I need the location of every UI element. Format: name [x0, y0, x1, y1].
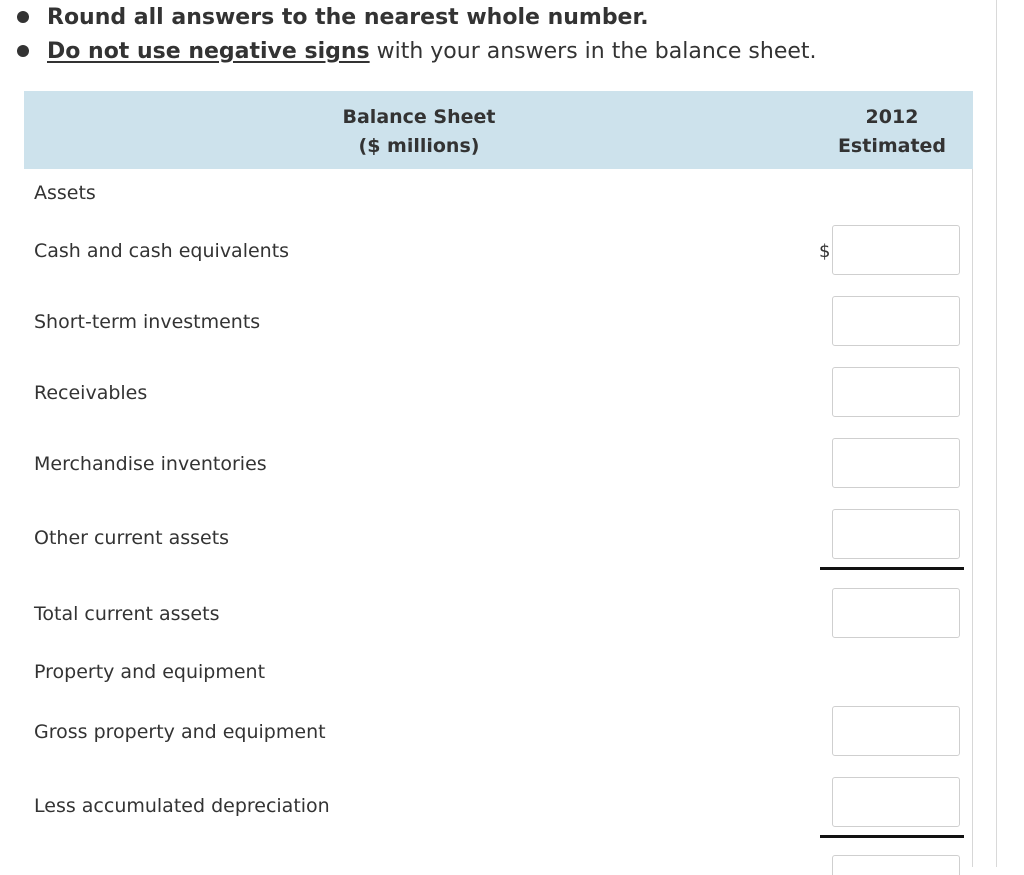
row-label-accum-depr: Less accumulated depreciation [34, 795, 330, 817]
row-label-receivables: Receivables [34, 382, 148, 404]
cash-input[interactable] [832, 225, 960, 275]
next-row-input-partial[interactable] [832, 855, 960, 875]
header-column [828, 103, 956, 161]
instruction-negative-text [47, 39, 817, 64]
header-column-estimated: Estimated [837, 135, 947, 157]
row-label-gross-property: Gross property and equipment [34, 721, 326, 743]
header-column-year: 2012 [865, 106, 919, 128]
other-current-input[interactable] [832, 509, 960, 559]
accum-depr-input[interactable] [832, 777, 960, 827]
balance-sheet [24, 91, 973, 867]
instruction-round-text: Round all answers to the nearest whole number. [47, 5, 649, 30]
bullet-icon [17, 45, 29, 57]
currency-symbol: $ [819, 241, 831, 262]
balance-sheet-header [24, 91, 973, 169]
header-title-line2: ($ millions) [358, 135, 480, 157]
bullet-icon [17, 11, 29, 23]
instruction-negative-emphasis: Do not use negative signs [47, 39, 370, 64]
row-label-cash: Cash and cash equivalents [34, 240, 290, 262]
subtotal-rule [820, 835, 964, 838]
row-label-total-current: Total current assets [34, 603, 220, 625]
row-label-other-current: Other current assets [34, 527, 230, 549]
inventories-input[interactable] [832, 438, 960, 488]
page-right-border [996, 0, 997, 867]
receivables-input[interactable] [832, 367, 960, 417]
row-label-short-term: Short-term investments [34, 311, 261, 333]
header-title [324, 103, 514, 161]
total-current-input[interactable] [832, 588, 960, 638]
row-label-property: Property and equipment [34, 661, 266, 683]
row-label-inventories: Merchandise inventories [34, 453, 267, 475]
short-term-input[interactable] [832, 296, 960, 346]
instruction-negative-rest: with your answers in the balance sheet. [369, 39, 817, 64]
gross-property-input[interactable] [832, 706, 960, 756]
subtotal-rule [820, 567, 964, 570]
header-title-line1: Balance Sheet [342, 106, 496, 128]
row-label-assets: Assets [34, 182, 96, 204]
